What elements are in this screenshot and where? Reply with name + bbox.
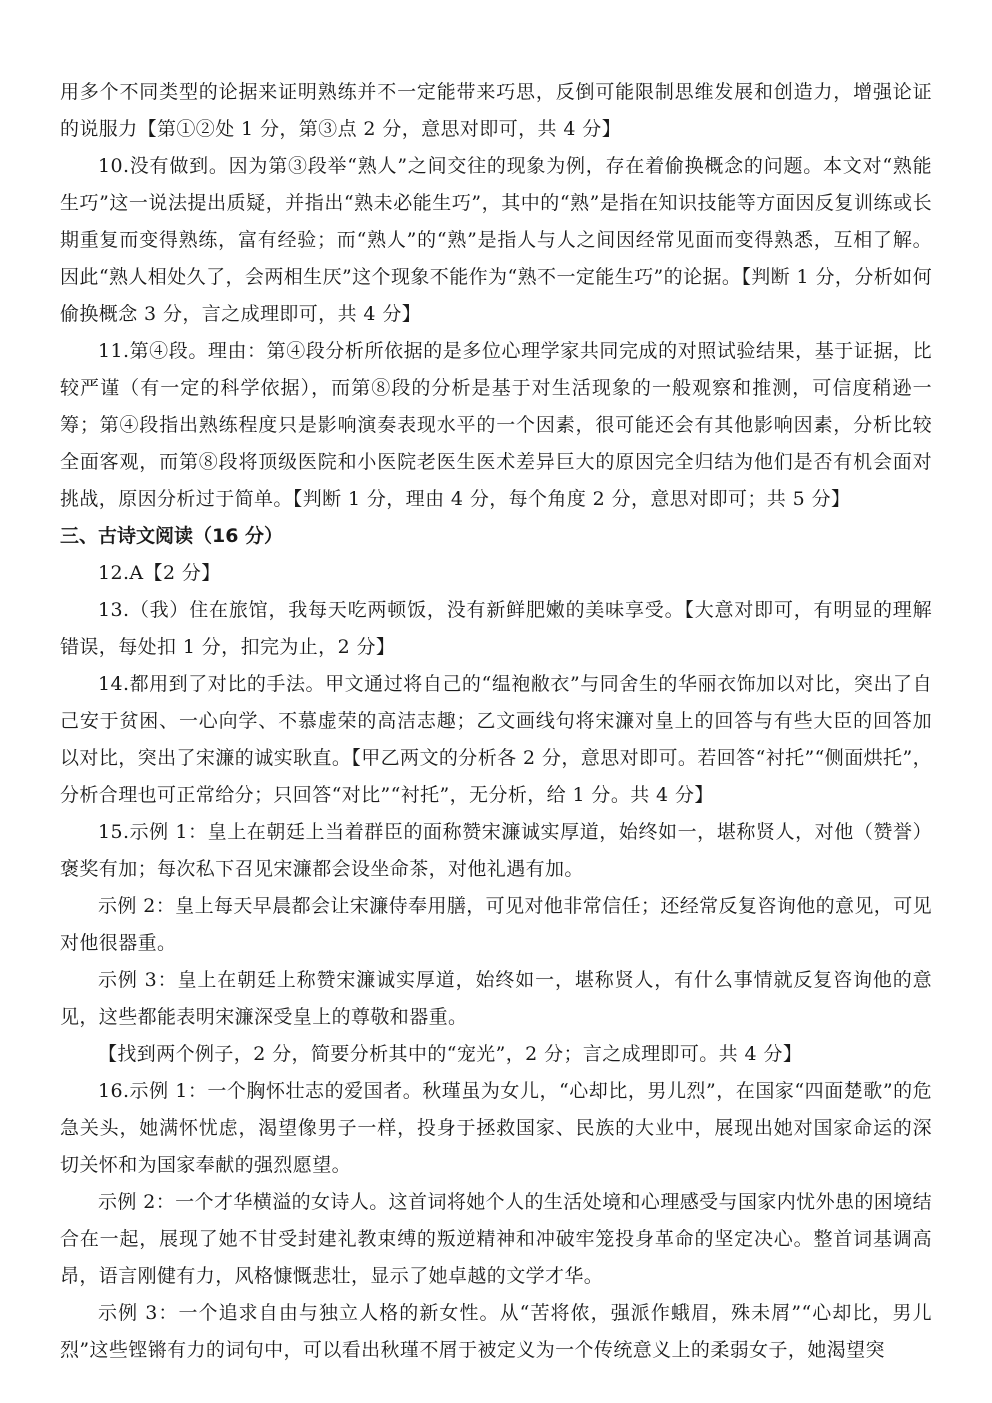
answer-15-example-3: 示例 3：皇上在朝廷上称赞宋濂诚实厚道，始终如一，堪称贤人，有什么事情就反复咨询他的意见，这些都能表明宋濂深受皇上的尊敬和器重。 [60,969,932,1028]
answer-13: 13.（我）住在旅馆，我每天吃两顿饭，没有新鲜肥嫩的美味享受。【大意对即可，有明显的理解错误，每处扣 1 分，扣完为止，2 分】 [60,599,932,658]
answer-16-example-1: 16.示例 1：一个胸怀壮志的爱国者。秋瑾虽为女儿，“心却比，男儿烈”，在国家“四面楚歌”的危急关头，她满怀忧虑，渴望像男子一样，投身于拯救国家、民族的大业中，展现出她对国家命运的深切关怀和为国家奉献的强烈愿望。 [60,1080,932,1176]
section-heading-classical-reading: 三、古诗文阅读（16 分） [60,525,284,547]
answer-14: 14.都用到了对比的手法。甲文通过将自己的“缊袍敝衣”与同舍生的华丽衣饰加以对比，突出了自己安于贫困、一心向学、不慕虚荣的高洁志趣；乙文画线句将宋濂对皇上的回答与有些大臣的回答加以对比，突出了宋濂的诚实耿直。【甲乙两文的分析各 2 分，意思对即可。若回答“衬托”“侧面烘托”，分析合理也可正常给分；只回答“对比”“衬托”，无分析，给 1 分。共 4 分】 [60,673,932,806]
answer-12: 12.A【2 分】 [98,562,221,584]
answer-11: 11.第④段。理由：第④段分析所依据的是多位心理学家共同完成的对照试验结果，基于证据，比较严谨（有一定的科学依据），而第⑧段的分析是基于对生活现象的一般观察和推测，可信度稍逊一筹；第④段指出熟练程度只是影响演奏表现水平的一个因素，很可能还会有其他影响因素，分析比较全面客观，而第⑧段将顶级医院和小医院老医生医术差异巨大的原因完全归结为他们是否有机会面对挑战，原因分析过于简单。【判断 1 分，理由 4 分，每个角度 2 分，意思对即可；共 5 分】 [60,340,932,510]
answer-10: 10.没有做到。因为第③段举“熟人”之间交往的现象为例，存在着偷换概念的问题。本文对“熟能生巧”这一说法提出质疑，并指出“熟未必能生巧”，其中的“熟”是指在知识技能等方面因反复训练或长期重复而变得熟练，富有经验；而“熟人”的“熟”是指人与人之间因经常见面而变得熟悉，互相了解。因此“熟人相处久了，会两相生厌”这个现象不能作为“熟不一定能生巧”的论据。【判断 1 分，分析如何偷换概念 3 分，言之成理即可，共 4 分】 [60,155,932,325]
answer-16-example-2: 示例 2：一个才华横溢的女诗人。这首词将她个人的生活处境和心理感受与国家内忧外患的困境结合在一起，展现了她不甘受封建礼教束缚的叛逆精神和冲破牢笼投身革命的坚定决心。整首词基调高昂，语言刚健有力，风格慷慨悲壮，显示了她卓越的文学才华。 [60,1191,932,1287]
answer-15-scoring: 【找到两个例子，2 分，简要分析其中的“宠光”，2 分；言之成理即可。共 4 分】 [98,1043,803,1065]
answer-16-example-3: 示例 3：一个追求自由与独立人格的新女性。从“苦将侬，强派作蛾眉，殊未屑”“心却比，男儿烈”这些铿锵有力的词句中，可以看出秋瑾不屑于被定义为一个传统意义上的柔弱女子，她渴望突 [60,1302,932,1361]
answer-15-example-2: 示例 2：皇上每天早晨都会让宋濂侍奉用膳，可见对他非常信任；还经常反复咨询他的意见，可见对他很器重。 [60,895,932,954]
answer-9-continuation: 用多个不同类型的论据来证明熟练并不一定能带来巧思，反倒可能限制思维发展和创造力，增强论证的说服力【第①②处 1 分，第③点 2 分，意思对即可，共 4 分】 [60,81,932,140]
answer-15-example-1: 15.示例 1：皇上在朝廷上当着群臣的面称赞宋濂诚实厚道，始终如一，堪称贤人，对他（赞誉）褒奖有加；每次私下召见宋濂都会设坐命茶，对他礼遇有加。 [60,821,932,880]
